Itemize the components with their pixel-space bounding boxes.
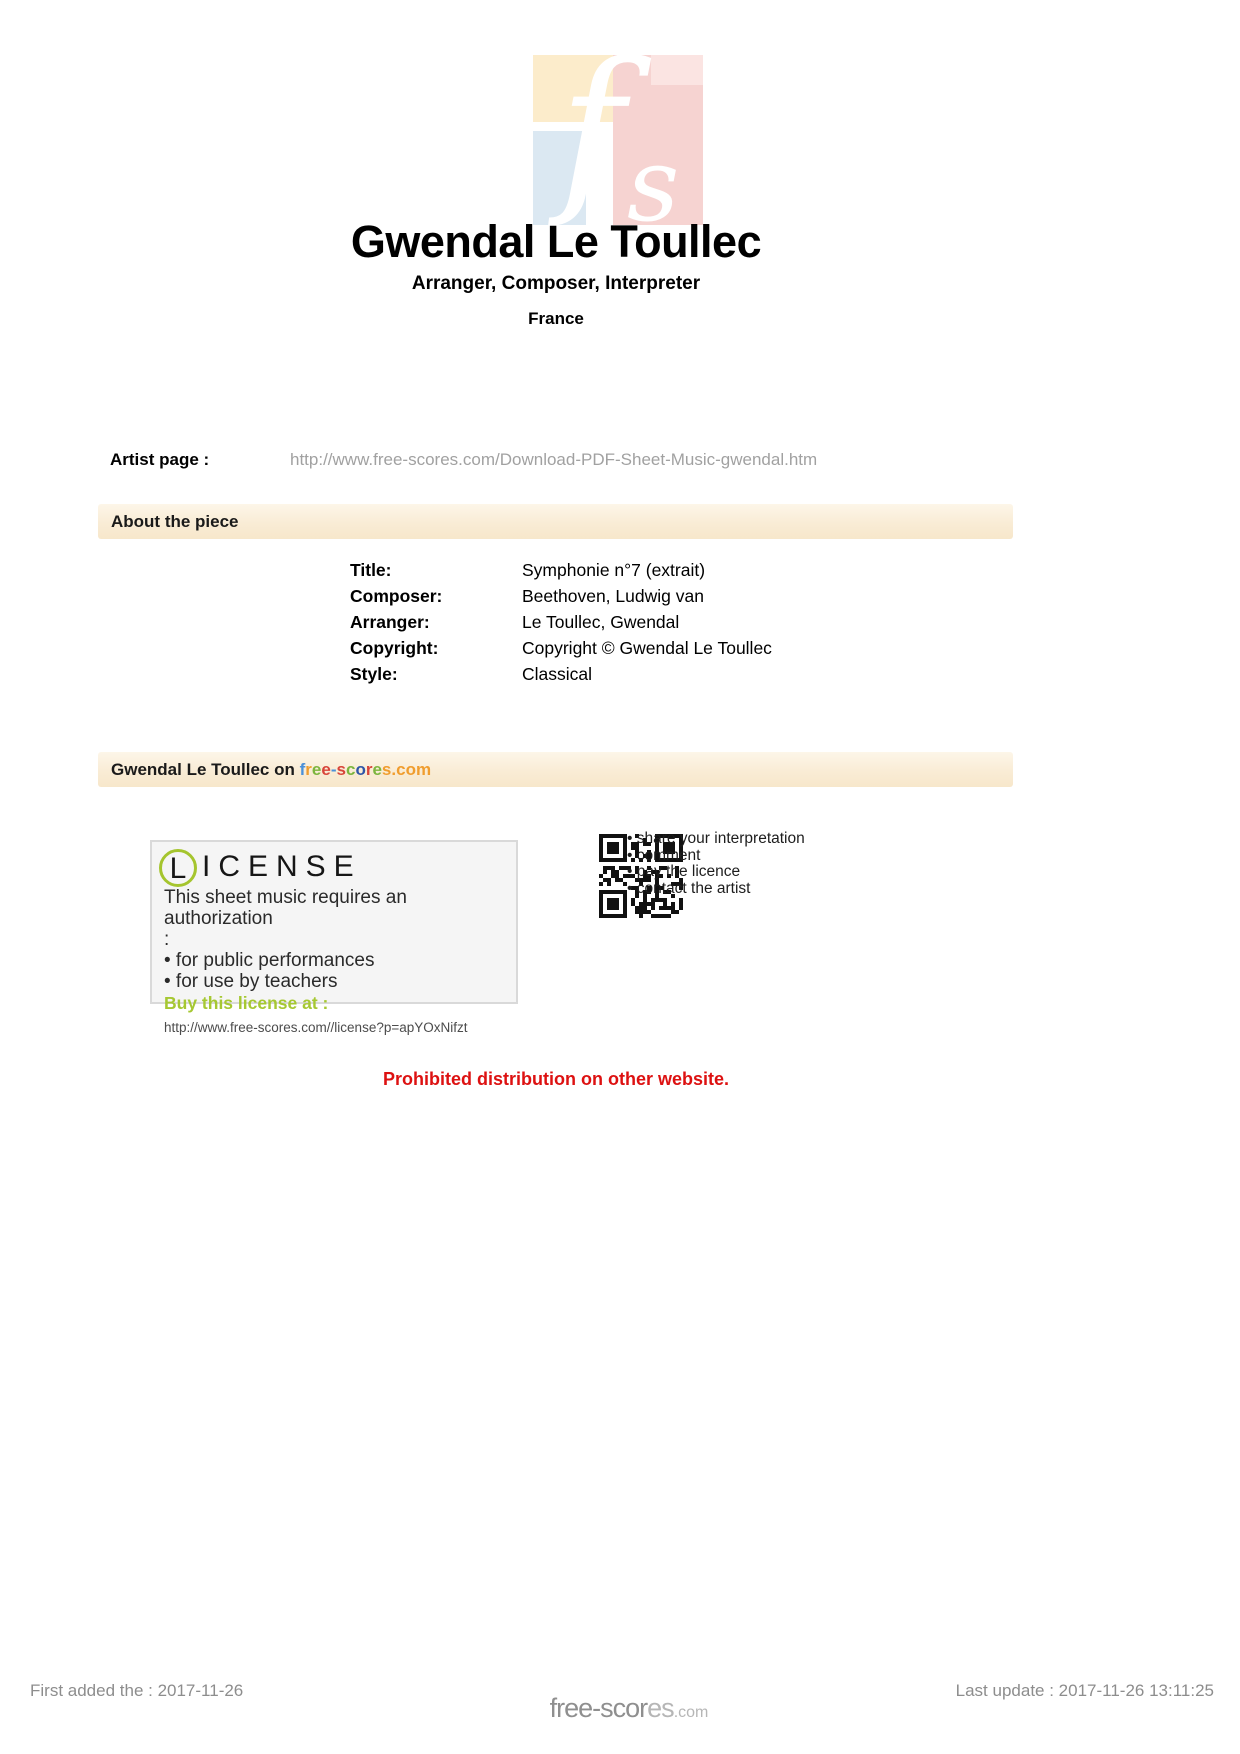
artist-country: France [528,309,584,328]
table-row-label: Copyright: [350,638,439,658]
site-letter: o [355,760,366,779]
onsite-prefix: Gwendal Le Toullec on [111,760,300,779]
license-bullet: • for use by teachers [164,971,338,992]
footer-last-update: Last update : 2017-11-26 13:11:25 [955,1681,1214,1700]
table-row-value: Le Toullec, Gwendal [522,612,680,632]
buy-license-url[interactable]: http://www.free-scores.com//license?p=apYOxNifzt [164,1020,468,1035]
table-row-value: Copyright © Gwendal Le Toullec [522,638,772,658]
list-item: • contact the artist [627,879,751,897]
site-letter: - [330,760,337,779]
license-box [150,840,518,1035]
license-bullet: • for public performances [164,950,375,971]
artist-page-url[interactable]: http://www.free-scores.com/Download-PDF-Sheet-Music-gwendal.htm [290,450,818,469]
site-letter: r [365,760,373,779]
piece-table [350,557,772,687]
footer-logo-part1: free-scor [549,1693,648,1723]
table-row-label: Composer: [350,586,443,606]
section-header-about: About the piece [98,504,1013,539]
page-title: Gwendal Le Toullec [350,216,762,267]
footer-first-added: First added the : 2017-11-26 [30,1681,244,1700]
table-row-label: Arranger: [350,612,430,632]
table-row-value: Beethoven, Ludwig van [522,586,704,606]
footer-logo-part3: .com [673,1704,709,1721]
site-letter: m [415,760,432,779]
site-colored-name [300,760,432,779]
list-item: • comment [627,846,701,864]
license-title [164,847,504,887]
free-scores-fs-logo [533,24,703,245]
site-letter: f [299,760,306,779]
site-letter: s [381,760,392,779]
site-letter: r [305,760,312,779]
license-body-line2: : [164,929,170,950]
license-bullets [164,950,504,992]
license-circle-l: L [159,849,197,887]
site-letter: e [372,760,382,779]
site-letter: s [336,760,346,779]
logo-letter-f: f [559,24,625,231]
site-letter: . [391,760,397,779]
footer-site-logo [479,1693,779,1724]
artist-page-label: Artist page : [110,450,210,469]
site-letter: c [396,760,406,779]
table-row [350,635,772,661]
table-row [350,557,772,583]
table-row [350,661,772,687]
site-letter: e [311,760,322,779]
site-letter: c [345,760,356,779]
prohibited-warning: Prohibited distribution on other website. [383,1069,729,1089]
logo-pink-light-block [651,55,703,85]
list-item: • pay the licence [627,863,741,880]
site-letter: o [405,760,416,779]
license-title-rest: ICENSE [202,850,362,883]
table-row-label: Style: [350,664,398,684]
buy-license-label: Buy this license at : [164,993,329,1013]
table-row [350,583,772,609]
footer-logo-part2: es [647,1693,674,1723]
share-actions-list [627,831,805,897]
license-body-line1: This sheet music requires an authorization [164,887,407,929]
table-row-value: Classical [522,664,593,684]
site-letter: e [321,760,331,779]
artist-roles-subtitle: Arranger, Composer, Interpreter [411,273,701,294]
list-item: • share your interpretation [627,830,805,847]
logo-letter-s: s [627,126,680,245]
table-row-value: Symphonie n°7 (extrait) [522,560,706,580]
table-row-label: Title: [350,560,392,580]
section-header-onsite [98,752,1013,787]
table-row [350,609,772,635]
